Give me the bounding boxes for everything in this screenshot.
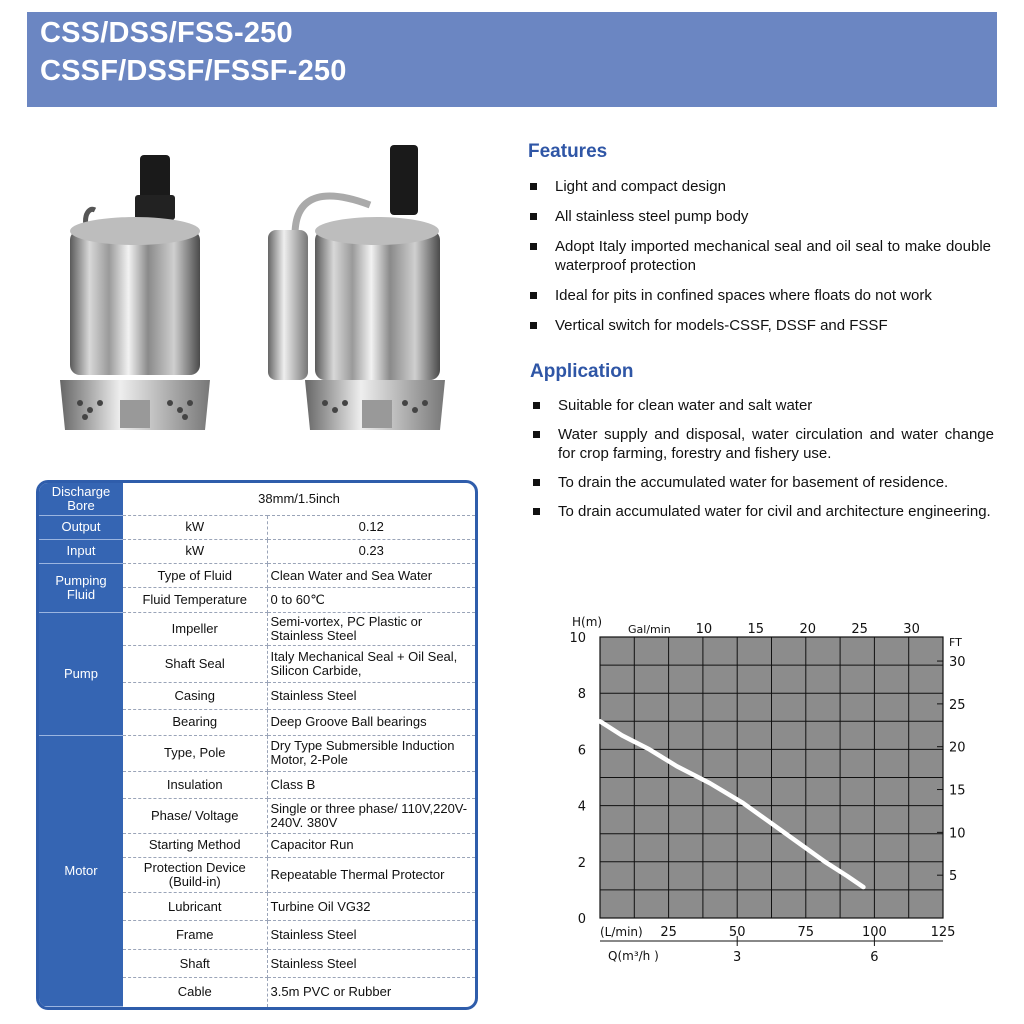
spec-param: Lubricant [123,892,267,921]
table-row [39,612,475,646]
x-tick-label: 50 [728,925,746,940]
input-value: 0.23 [267,539,475,563]
ft-tick-label: 5 [949,869,958,885]
gal-axis-label: Gal/min [628,623,671,636]
application-item: Suitable for clean water and salt water [528,396,998,415]
gal-tick-label: 30 [903,622,920,637]
performance-curve-chart [560,610,980,970]
spec-value: 3.5m PVC or Rubber [270,984,392,1000]
q-tick-label: 6 [870,950,879,965]
table-row [39,539,475,563]
discharge-bore-label: Discharge Bore [39,483,123,516]
feature-item: Vertical switch for models-CSSF, DSSF and FSSF [525,316,995,335]
gal-tick-label: 20 [799,622,816,637]
application-item: To drain accumulated water for civil and architecture engineering. [528,502,994,521]
input-label: Input [39,539,123,563]
application-heading: Application [530,361,634,382]
pump-right [268,145,445,430]
q-tick-label: 3 [733,950,742,965]
spec-value: Class B [267,771,475,798]
application-item: Water supply and disposal, water circulation and water change for crop farming, forestry and fishery use. [528,425,994,463]
table-row [39,736,475,772]
spec-value: Stainless Steel [267,949,475,978]
feature-item: Ideal for pits in confined spaces where floats do not work [525,286,995,305]
y-tick-label: 8 [577,687,586,703]
spec-param: Shaft Seal [123,646,267,683]
ft-tick-label: 10 [949,826,966,842]
gal-tick-label: 10 [695,622,713,637]
output-label: Output [39,516,123,539]
input-unit: kW [123,539,267,563]
feature-item: Adopt Italy imported mechanical seal and oil seal to make double waterproof protection [525,237,991,275]
feature-item: All stainless steel pump body [525,207,995,226]
specification-table [36,480,478,1010]
spec-value: Stainless Steel [267,683,475,709]
pump-left [60,155,210,430]
gal-tick-label: 25 [851,622,868,637]
spec-param: Type of Fluid [123,563,267,587]
features-list [525,177,995,346]
spec-value: Capacitor Run [267,833,475,857]
spec-value: 0 to 60℃ [267,588,475,612]
x-tick-label: 125 [930,925,956,940]
spec-value: Clean Water and Sea Water [267,563,475,587]
table-row [39,563,475,587]
features-heading: Features [528,141,608,162]
x-axis-unit-label: (L/min) [600,925,643,939]
spec-value: Dry Type Submersible Induction Motor, 2-Pole [267,736,475,772]
spec-param: Cable [123,978,267,1007]
spec-value: Turbine Oil VG32 [267,892,475,921]
y-axis-label: H(m) [572,615,603,629]
feature-item: Light and compact design [525,177,995,196]
page-header [27,12,997,107]
pumping-fluid-label: Pumping Fluid [39,563,123,612]
spec-param: Protection Device (Build-in) [123,858,267,893]
ft-tick-label: 25 [949,697,966,713]
output-unit: kW [123,516,267,539]
spec-value: Deep Groove Ball bearings [267,709,475,735]
y-tick-label: 0 [577,912,586,927]
spec-param: Fluid Temperature [123,588,267,612]
y-tick-label: 6 [577,743,586,759]
spec-value: Italy Mechanical Seal + Oil Seal, Silicon Carbide, [267,646,475,683]
spec-param: Impeller [123,612,267,646]
ft-axis-label: FT [949,636,962,649]
spec-param: Shaft [123,949,267,978]
y-tick-label: 10 [569,631,586,646]
application-list [528,396,998,531]
spec-value: Semi-vortex, PC Plastic or Stainless Steel [267,612,475,646]
ft-tick-label: 20 [949,740,966,756]
pump-product-image [40,135,480,445]
spec-value: Stainless Steel [267,921,475,950]
page-title-line2: CSSF/DSSF/FSSF-250 [40,55,347,87]
x-tick-label: 75 [797,925,815,940]
spec-param: Phase/ Voltage [123,799,267,834]
x-tick-label: 100 [861,925,887,940]
table-row [39,483,475,516]
spec-param: Type, Pole [123,736,267,772]
table-row [39,516,475,539]
spec-param: Starting Method [123,833,267,857]
page-title-line1: CSS/DSS/FSS-250 [40,17,293,49]
ft-tick-label: 15 [949,783,966,799]
pump-label: Pump [39,612,123,735]
x-tick-label: 25 [660,925,677,940]
spec-param: Casing [123,683,267,709]
application-item: To drain the accumulated water for basement of residence. [528,473,998,492]
spec-value: Single or three phase/ 110V,220V-240V. 380V [267,799,475,834]
output-value: 0.12 [267,516,475,539]
discharge-bore-value: 38mm/1.5inch [123,483,475,516]
ft-tick-label: 30 [949,655,966,671]
gal-tick-label: 15 [747,622,765,637]
spec-param: Frame [123,921,267,950]
y-tick-label: 2 [577,855,586,871]
spec-value: Repeatable Thermal Protector [267,858,475,893]
motor-label: Motor [39,736,123,1007]
spec-param: Insulation [123,771,267,798]
q-axis-label: Q(m³/h ) [608,949,659,963]
spec-param: Bearing [123,709,267,735]
y-tick-label: 4 [577,799,586,815]
